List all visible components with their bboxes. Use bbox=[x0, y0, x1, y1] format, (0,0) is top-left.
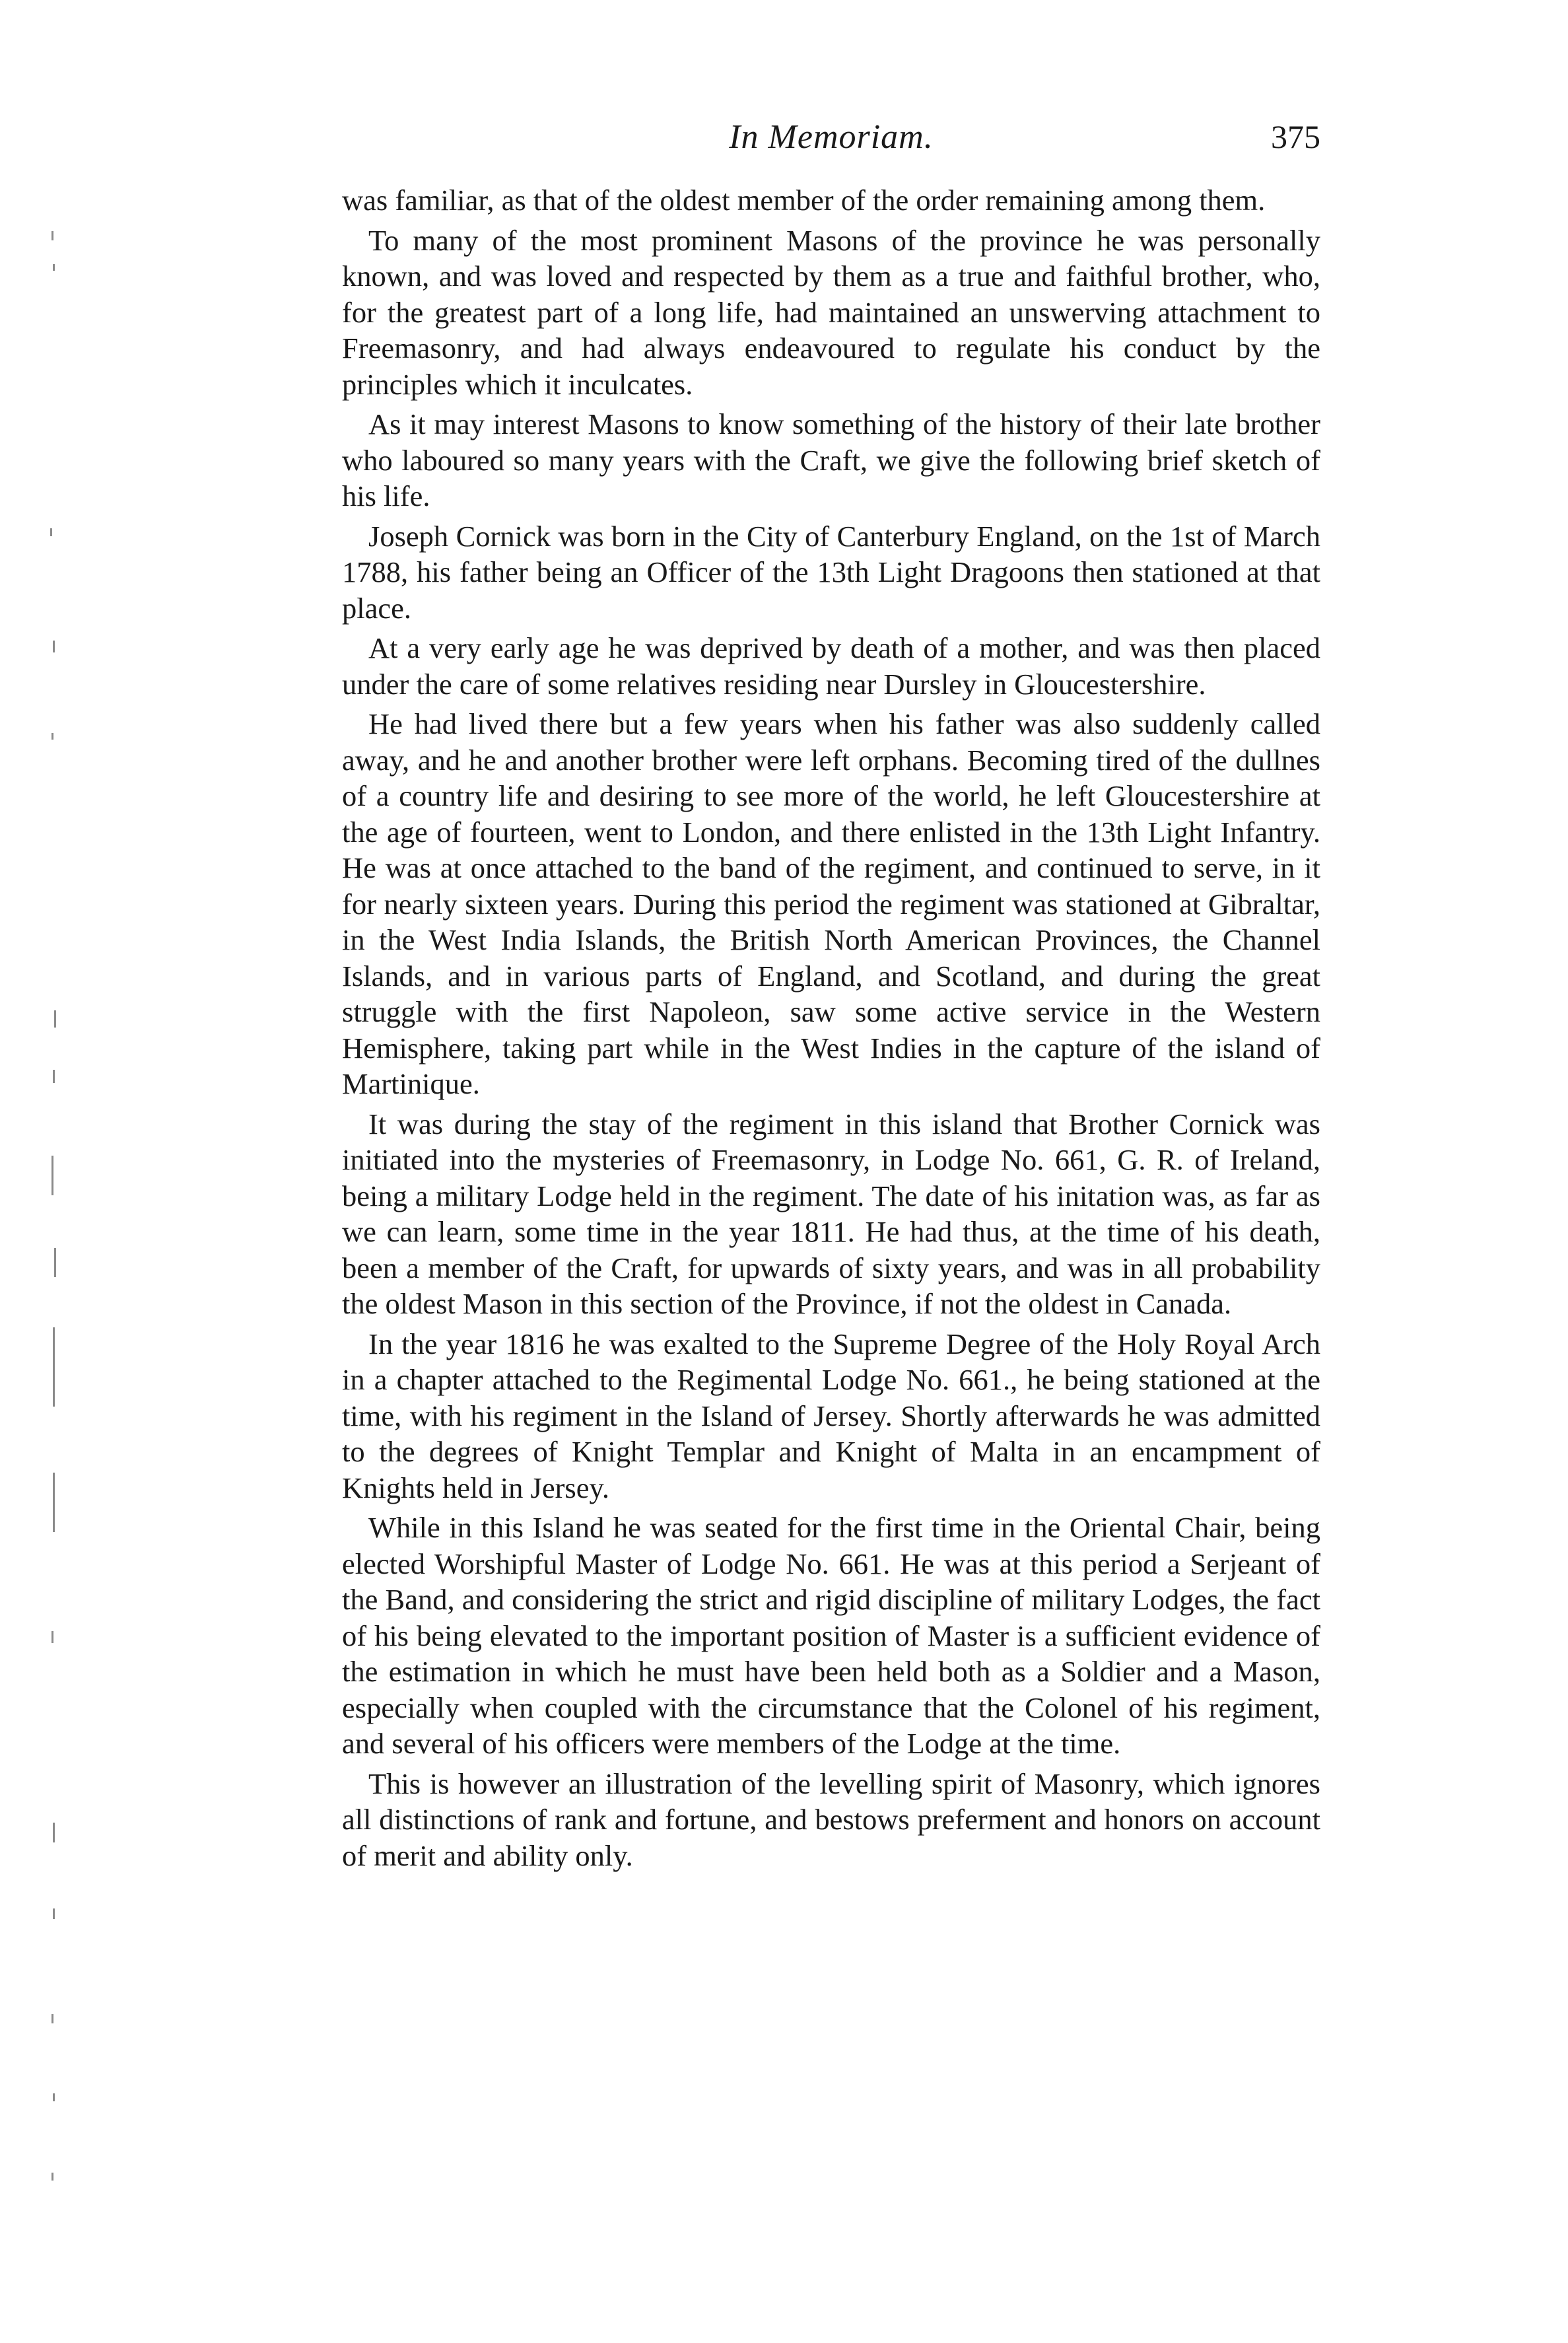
paragraph: It was during the stay of the regiment in this island that Brother Cornick was initiated into the mysteries of Freemasonry, in Lodge No. 661, G. R. of Ireland, being a military Lodge held in the regiment. The date of his initation was, as far as we can learn, some time in the year 1811. He had thus, at the time of his death, been a member of the Craft, for upwards of sixty years, and was in all probability the oldest Mason in this section of the Province, if not the oldest in Canada. bbox=[342, 1107, 1320, 1320]
paragraph: At a very early age he was deprived by death of a mother, and was then placed under the care of some relatives residing near Dursley in Gloucestershire. bbox=[342, 631, 1320, 701]
paragraph: As it may interest Masons to know something of the history of their late brother who laboured so many years with the Craft, we give the following brief sketch of his life. bbox=[342, 407, 1320, 512]
speck bbox=[51, 1631, 53, 1643]
speck bbox=[54, 1248, 56, 1277]
speck bbox=[53, 1473, 55, 1532]
speck bbox=[53, 1070, 55, 1083]
speck bbox=[51, 231, 53, 240]
speck bbox=[53, 264, 55, 271]
body-text bbox=[342, 182, 1320, 1877]
page-number: 375 bbox=[1271, 118, 1320, 155]
speck bbox=[53, 1823, 55, 1842]
speck bbox=[53, 2093, 55, 2101]
speck bbox=[51, 2173, 53, 2181]
running-title: In Memoriam. bbox=[729, 118, 934, 156]
paragraph: Joseph Cornick was born in the City of Canterbury England, on the 1st of March 1788, his father being an Officer of the 13th Light Dragoons then stationed at that place. bbox=[342, 519, 1320, 625]
paragraph: To many of the most prominent Masons of the province he was personally known, and was loved and respected by them as a true and faithful brother, who, for the greatest part of a long life, had maintained an unswerving attachment to Freemasonry, and had always endeavoured to regulate his conduct by the principles which it inculcates. bbox=[342, 223, 1320, 401]
paragraph: He had lived there but a few years when his father was also suddenly called away, and he and another brother were left orphans. Becoming tired of the dullnes of a country life and desiring to see more of the world, he left Gloucestershire at the age of fourteen, went to London, and there enlisted in the 13th Light Infantry. He was at once attached to the band of the regiment, and continued to serve, in it for nearly sixteen years. During this period the regiment was stationed at Gibraltar, in the West India Islands, the British North American Provinces, the Channel Islands, and in various parts of England, and Scotland, and during the great struggle with the first Napoleon, saw some active service in the Western Hemisphere, taking part while in the West Indies in the capture of the island of Martinique. bbox=[342, 707, 1320, 1100]
paragraph-continuation: was familiar, as that of the oldest member of the order remaining among them. bbox=[342, 184, 1266, 217]
paragraph: While in this Island he was seated for the first time in the Oriental Chair, being elected Worshipful Master of Lodge No. 661. He was at this period a Serjeant of the Band, and considering the strict and rigid discipline of military Lodges, the fact of his being elevated to the important position of Master is a sufficient evidence of the estimation in which he must have been held both as a Soldier and a Mason, especially when coupled with the circumstance that the Colonel of his regiment, and several of his officers were members of the Lodge at the time. bbox=[342, 1511, 1320, 1760]
speck bbox=[53, 1908, 55, 1919]
speck bbox=[51, 1156, 53, 1195]
speck bbox=[51, 2014, 53, 2023]
speck bbox=[53, 641, 55, 652]
speck bbox=[53, 1327, 55, 1407]
running-header bbox=[342, 118, 1320, 177]
speck bbox=[51, 733, 53, 740]
paragraph: In the year 1816 he was exalted to the Supreme Degree of the Holy Royal Arch in a chapter attached to the Regimental Lodge No. 661., he being stationed at the time, with his regiment in the Island of Jersey. Shortly afterwards he was admitted to the degrees of Knight Templar and Knight of Malta in an encampment of Knights held in Jersey. bbox=[342, 1327, 1320, 1504]
margin-speckles bbox=[40, 218, 86, 2199]
speck bbox=[50, 528, 52, 536]
paragraph: This is however an illustration of the levelling spirit of Masonry, which ignores all distinctions of rank and fortune, and bestows preferment and honors on account of merit and ability only. bbox=[342, 1766, 1320, 1872]
speck bbox=[54, 1010, 56, 1028]
